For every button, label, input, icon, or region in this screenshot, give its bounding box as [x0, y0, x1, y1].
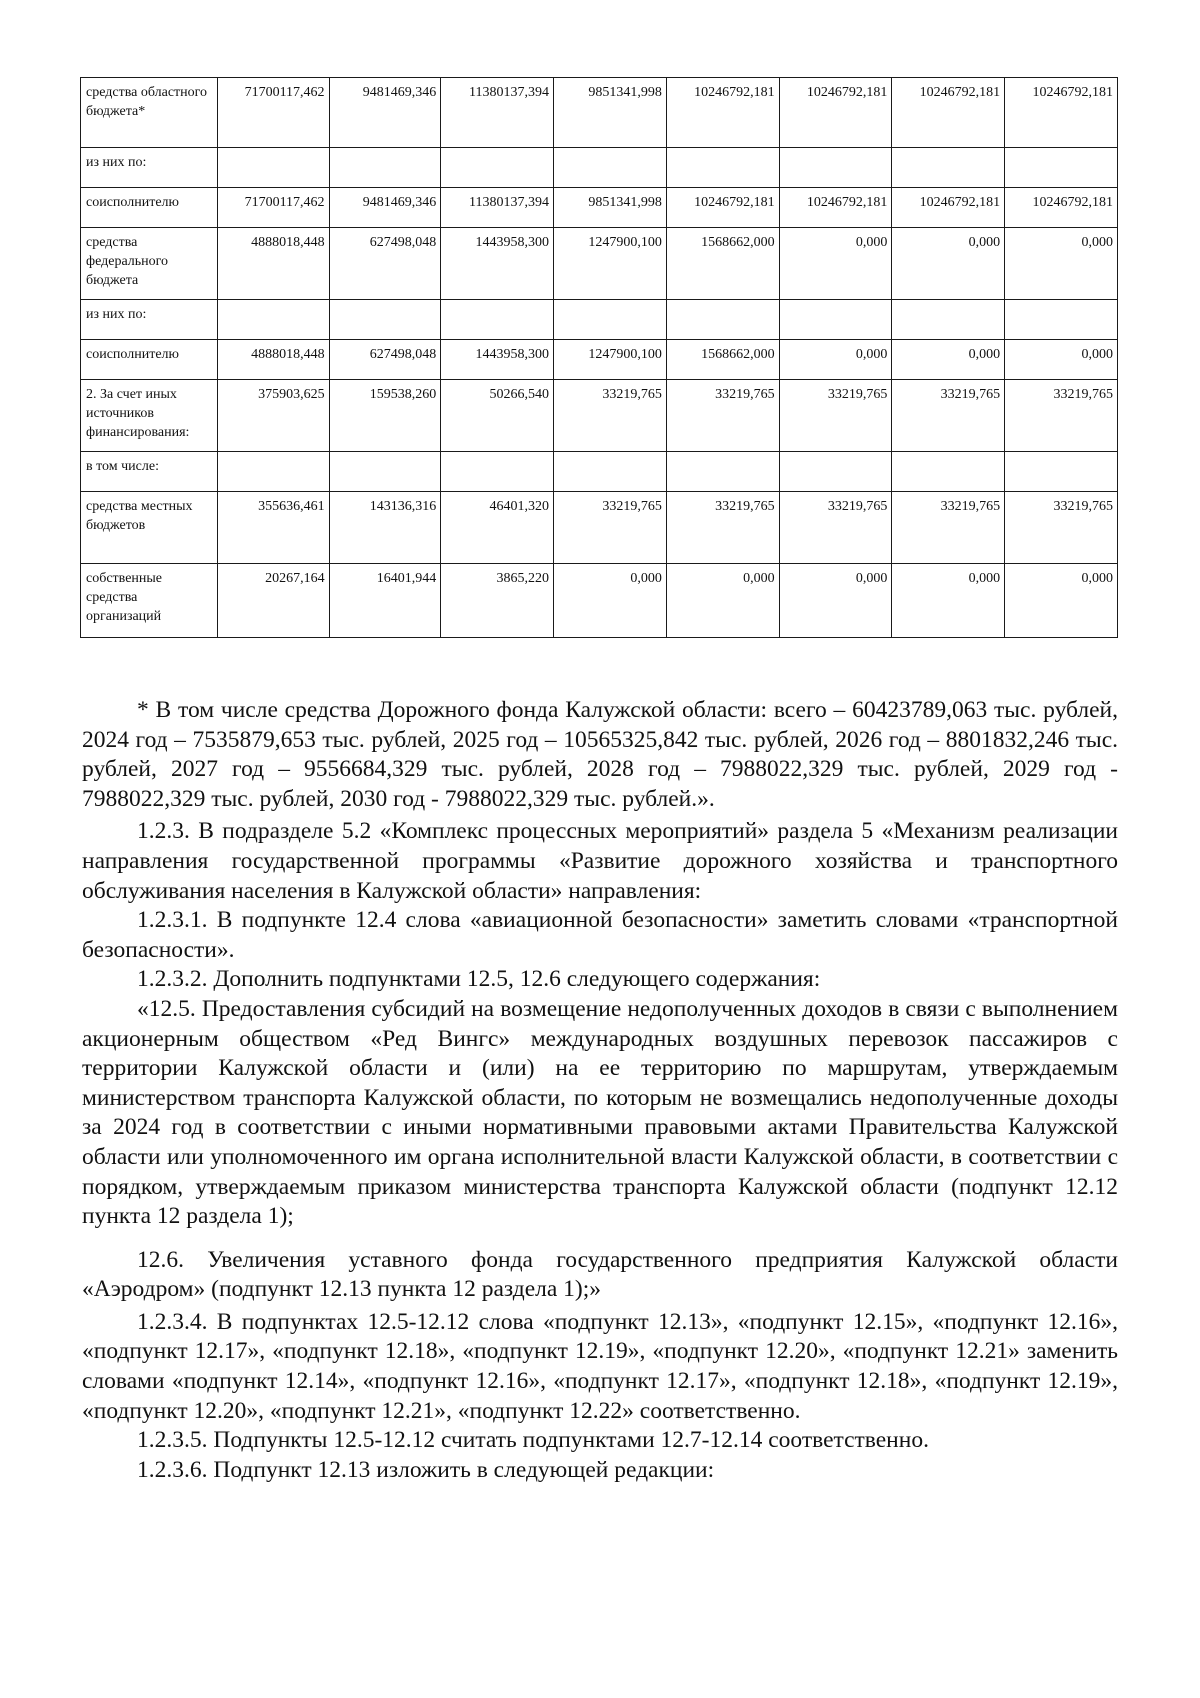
table-cell — [441, 148, 554, 188]
row-label: 2. За счет иных источников финансирования: — [81, 380, 218, 452]
table-cell — [329, 452, 441, 492]
table-cell: 0,000 — [554, 564, 667, 638]
table-cell: 1247900,100 — [554, 228, 667, 300]
table-cell — [329, 148, 441, 188]
table-cell: 355636,461 — [217, 492, 329, 564]
table-cell: 33219,765 — [779, 492, 892, 564]
row-label: соисполнителю — [81, 340, 218, 380]
table-cell: 71700117,462 — [217, 78, 329, 148]
table-cell: 3865,220 — [441, 564, 554, 638]
table-cell: 33219,765 — [666, 380, 779, 452]
table-cell — [779, 300, 892, 340]
table-cell: 33219,765 — [892, 380, 1005, 452]
table-cell: 1247900,100 — [554, 340, 667, 380]
table-cell: 1443958,300 — [441, 340, 554, 380]
table-row — [81, 564, 1118, 638]
table-cell: 0,000 — [1005, 340, 1118, 380]
table-cell: 33219,765 — [892, 492, 1005, 564]
table-cell: 159538,260 — [329, 380, 441, 452]
table-cell — [1005, 300, 1118, 340]
table-cell — [217, 300, 329, 340]
row-label: из них по: — [81, 300, 218, 340]
table-row — [81, 188, 1118, 228]
table-cell — [892, 452, 1005, 492]
table-row — [81, 228, 1118, 300]
table-row — [81, 78, 1118, 148]
table-cell: 0,000 — [666, 564, 779, 638]
table-cell: 33219,765 — [779, 380, 892, 452]
table-cell: 0,000 — [1005, 564, 1118, 638]
table-cell — [441, 452, 554, 492]
table-cell: 33219,765 — [554, 380, 667, 452]
paragraph-1-2-3-4: 1.2.3.4. В подпунктах 12.5-12.12 слова «подпункт 12.13», «подпункт 12.15», «подпункт 12.16», «подпункт 12.17», «подпункт 12.18», «подпункт 12.19», «подпункт 12.20», «подпункт 12.21» заменить словами «подпункт 12.14», «подпункт 12.16», «подпункт 12.17», «подпункт 12.18», «подпункт 12.19», «подпункт 12.20», «подпункт 12.21», «подпункт 12.22» соответственно. — [82, 1308, 1118, 1424]
table-cell: 0,000 — [779, 228, 892, 300]
financing-table — [80, 77, 1118, 638]
table-cell: 0,000 — [779, 340, 892, 380]
table-cell — [666, 452, 779, 492]
table-cell: 33219,765 — [1005, 380, 1118, 452]
table-cell: 10246792,181 — [1005, 78, 1118, 148]
table-cell: 16401,944 — [329, 564, 441, 638]
table-cell — [666, 148, 779, 188]
paragraph-1-2-3-2: 1.2.3.2. Дополнить подпунктами 12.5, 12.6 следующего содержания: — [137, 966, 821, 993]
table-cell: 0,000 — [892, 340, 1005, 380]
row-label: из них по: — [81, 148, 218, 188]
table-cell: 9851341,998 — [554, 188, 667, 228]
table-cell: 375903,625 — [217, 380, 329, 452]
paragraph-1-2-3-1: 1.2.3.1. В подпункте 12.4 слова «авиационной безопасности» заметить словами «транспортной безопасности». — [82, 907, 1118, 963]
table-cell: 0,000 — [1005, 228, 1118, 300]
table-row — [81, 380, 1118, 452]
table-cell: 10246792,181 — [666, 78, 779, 148]
table-cell: 0,000 — [892, 228, 1005, 300]
table-cell — [217, 452, 329, 492]
table-cell: 10246792,181 — [779, 78, 892, 148]
table-cell: 33219,765 — [1005, 492, 1118, 564]
table-cell: 1568662,000 — [666, 340, 779, 380]
table-row — [81, 148, 1118, 188]
row-label: соисполнителю — [81, 188, 218, 228]
table-cell — [892, 300, 1005, 340]
table-cell: 10246792,181 — [779, 188, 892, 228]
table-cell: 9481469,346 — [329, 78, 441, 148]
table-cell: 10246792,181 — [892, 188, 1005, 228]
table-cell — [441, 300, 554, 340]
table-row — [81, 340, 1118, 380]
table-cell: 10246792,181 — [1005, 188, 1118, 228]
table-cell — [554, 452, 667, 492]
table-cell: 0,000 — [892, 564, 1005, 638]
row-label: средства местных бюджетов — [81, 492, 218, 564]
table-cell: 33219,765 — [666, 492, 779, 564]
document-text — [82, 696, 1118, 1485]
table-cell — [329, 300, 441, 340]
table-cell — [1005, 148, 1118, 188]
table-cell: 9481469,346 — [329, 188, 441, 228]
paragraph-1-2-3: 1.2.3. В подразделе 5.2 «Комплекс процессных мероприятий» раздела 5 «Механизм реализации направления государственной программы «Развитие дорожного хозяйства и транспортного обслуживания населения в Калужской области» направления: — [82, 818, 1118, 904]
paragraph-1-2-3-5: 1.2.3.5. Подпункты 12.5-12.12 считать подпунктами 12.7-12.14 соответственно. — [137, 1427, 929, 1454]
table-cell: 11380137,394 — [441, 188, 554, 228]
table-cell: 50266,540 — [441, 380, 554, 452]
table-row — [81, 300, 1118, 340]
table-cell: 10246792,181 — [666, 188, 779, 228]
table-cell: 0,000 — [779, 564, 892, 638]
row-label: средства федерального бюджета — [81, 228, 218, 300]
table-cell: 46401,320 — [441, 492, 554, 564]
paragraph-12-6: 12.6. Увеличения уставного фонда государственного предприятия Калужской области «Аэродром» (подпункт 12.13 пункта 12 раздела 1);» — [82, 1246, 1118, 1303]
footnote-road-fund: * В том числе средства Дорожного фонда Калужской области: всего – 60423789,063 тыс. рублей, 2024 год – 7535879,653 тыс. рублей, 2025 год – 10565325,842 тыс. рублей, 2026 год – 8801832,246 тыс. рублей, 2027 год – 9556684,329 тыс. рублей, 2028 год – 7988022,329 тыс. рублей, 2029 год - 7988022,329 тыс. рублей, 2030 год - 7988022,329 тыс. рублей.». — [82, 697, 1118, 812]
table-cell — [217, 148, 329, 188]
table-cell: 10246792,181 — [892, 78, 1005, 148]
table-cell: 33219,765 — [554, 492, 667, 564]
table-cell: 627498,048 — [329, 340, 441, 380]
table-row — [81, 452, 1118, 492]
table-cell — [892, 148, 1005, 188]
table-cell — [779, 148, 892, 188]
table-cell — [666, 300, 779, 340]
table-cell: 627498,048 — [329, 228, 441, 300]
table-cell: 4888018,448 — [217, 340, 329, 380]
paragraph-1-2-3-6: 1.2.3.6. Подпункт 12.13 изложить в следующей редакции: — [137, 1456, 715, 1483]
row-label: собственные средства организаций — [81, 564, 218, 638]
table-cell — [779, 452, 892, 492]
paragraph-12-5: «12.5. Предоставления субсидий на возмещение недополученных доходов в связи с выполнением акционерным обществом «Ред Вингс» международных воздушных перевозок пассажиров с территории Калужской области и (или) на ее территорию по маршрутам, утверждаемым министерством транспорта Калужской области, по которым не возмещались недополученные доходы за 2024 год в соответствии с иными нормативными правовыми актами Правительства Калужской области или уполномоченного им органа исполнительной власти Калужской области, в соответствии с порядком, утверждаемым приказом министерства транспорта Калужской области (подпункт 12.12 пункта 12 раздела 1); — [82, 995, 1118, 1230]
table-cell — [554, 300, 667, 340]
table-cell: 143136,316 — [329, 492, 441, 564]
table-cell: 71700117,462 — [217, 188, 329, 228]
row-label: средства областного бюджета* — [81, 78, 218, 148]
table-row — [81, 492, 1118, 564]
table-cell: 4888018,448 — [217, 228, 329, 300]
table-cell: 20267,164 — [217, 564, 329, 638]
row-label: в том числе: — [81, 452, 218, 492]
table-cell: 9851341,998 — [554, 78, 667, 148]
table-cell: 11380137,394 — [441, 78, 554, 148]
table-cell: 1568662,000 — [666, 228, 779, 300]
table-cell — [554, 148, 667, 188]
table-cell — [1005, 452, 1118, 492]
table-cell: 1443958,300 — [441, 228, 554, 300]
